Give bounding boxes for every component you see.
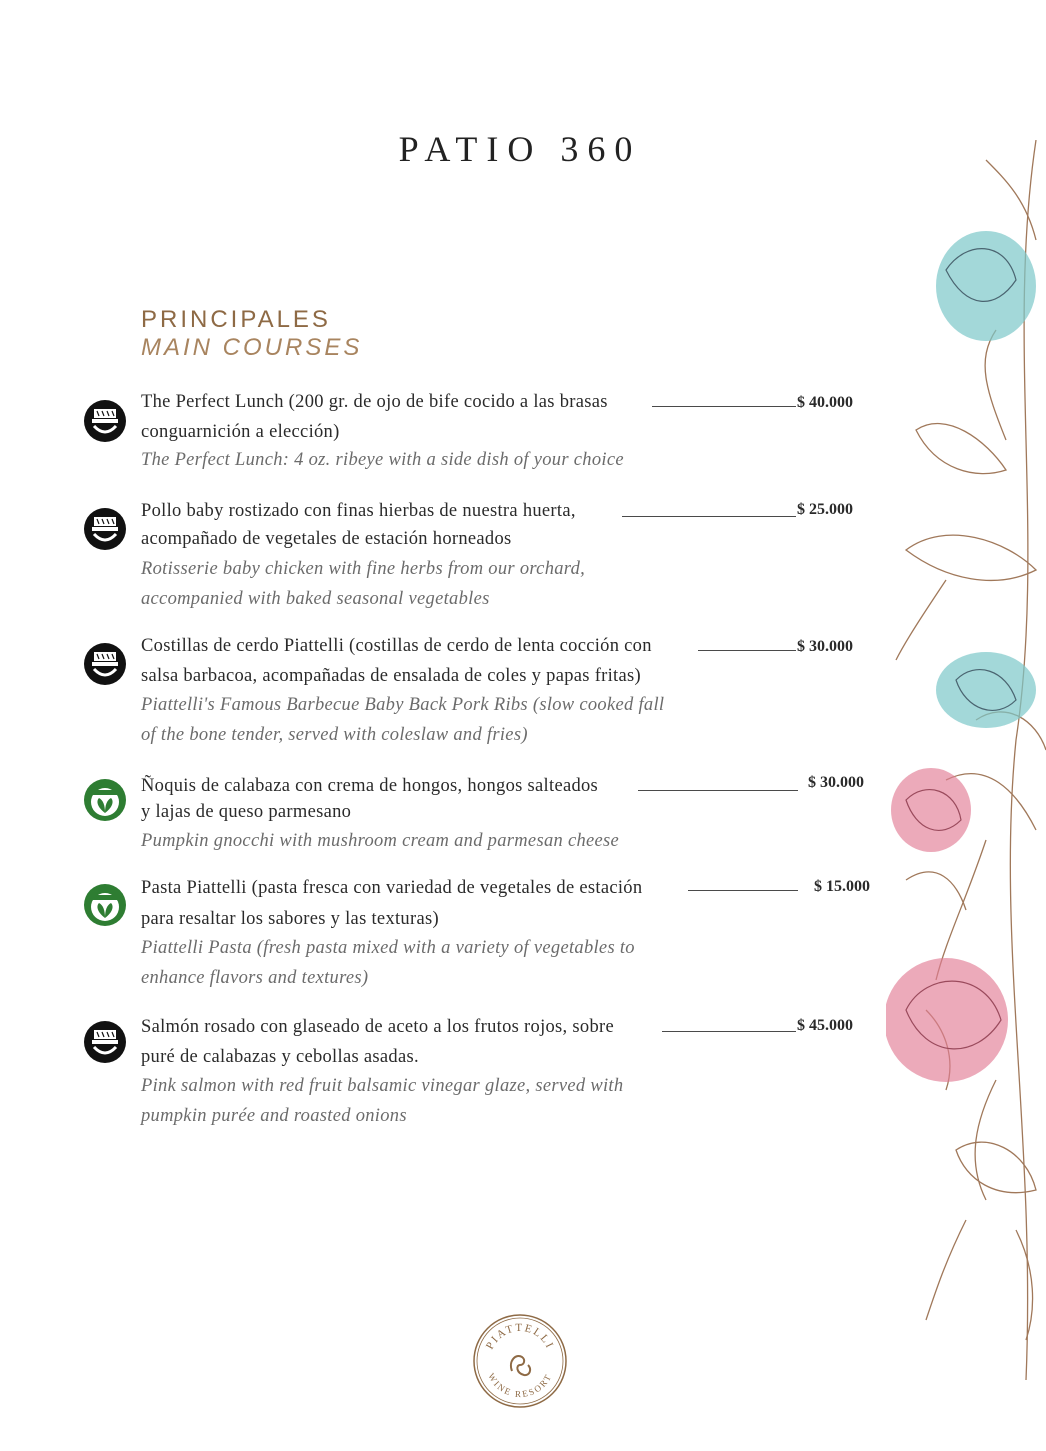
item-price: $ 45.000 — [797, 1017, 853, 1034]
item-name-line: para resaltar los sabores y las texturas) — [141, 909, 439, 929]
section-title-es: PRINCIPALES — [141, 306, 331, 333]
item-description-en: accompanied with baked seasonal vegetables — [141, 589, 490, 609]
grill-icon — [84, 1021, 126, 1063]
floral-illustration — [886, 140, 1046, 1380]
item-description-en: Rotisserie baby chicken with fine herbs from our orchard, — [141, 559, 586, 579]
price-leader — [652, 406, 796, 407]
item-price: $ 25.000 — [797, 501, 853, 518]
price-leader — [638, 790, 798, 791]
item-name-line: The Perfect Lunch (200 gr. de ojo de bife cocido a las brasas — [141, 392, 608, 412]
vegetarian-icon — [84, 884, 126, 926]
item-description-en: The Perfect Lunch: 4 oz. ribeye with a side dish of your choice — [141, 450, 624, 470]
page-title: PATIO 360 — [398, 129, 642, 169]
item-name-line: Salmón rosado con glaseado de aceto a los frutos rojos, sobre — [141, 1017, 614, 1037]
item-name-line: Pasta Piattelli (pasta fresca con variedad de vegetales de estación — [141, 878, 643, 898]
price-leader — [622, 516, 796, 517]
item-description-en: of the bone tender, served with coleslaw and fries) — [141, 725, 528, 745]
grill-icon — [84, 643, 126, 685]
item-price: $ 30.000 — [808, 774, 864, 791]
item-price: $ 40.000 — [797, 394, 853, 411]
logo-text-bottom: WINE RESORT — [486, 1371, 554, 1400]
item-name-line: salsa barbacoa, acompañadas de ensalada de coles y papas fritas) — [141, 666, 641, 686]
vegetarian-icon — [84, 779, 126, 821]
section-title-en: MAIN COURSES — [141, 334, 363, 361]
grill-icon — [84, 508, 126, 550]
item-name-line: conguarnición a elección) — [141, 422, 340, 442]
item-name-line: y lajas de queso parmesano — [141, 802, 352, 822]
item-description-en: enhance flavors and textures) — [141, 968, 369, 988]
grill-icon — [84, 400, 126, 442]
item-description-en: pumpkin purée and roasted onions — [141, 1106, 407, 1126]
swan-icon — [511, 1356, 530, 1375]
item-name-line: puré de calabazas y cebollas asadas. — [141, 1047, 419, 1067]
item-name-line: Pollo baby rostizado con finas hierbas de nuestra huerta, — [141, 501, 576, 521]
item-name-line: acompañado de vegetales de estación horneados — [141, 529, 512, 549]
item-description-en: Piattelli's Famous Barbecue Baby Back Pork Ribs (slow cooked fall — [141, 695, 665, 715]
item-description-en: Pink salmon with red fruit balsamic vinegar glaze, served with — [141, 1076, 624, 1096]
price-leader — [688, 890, 798, 891]
price-leader — [662, 1031, 796, 1032]
item-description-en: Pumpkin gnocchi with mushroom cream and parmesan cheese — [141, 831, 620, 851]
item-description-en: Piattelli Pasta (fresh pasta mixed with a variety of vegetables to — [141, 938, 635, 958]
item-name-line: Costillas de cerdo Piattelli (costillas de cerdo de lenta cocción con — [141, 636, 652, 656]
price-leader — [698, 650, 796, 651]
item-name-line: Ñoquis de calabaza con crema de hongos, hongos salteados — [141, 776, 599, 796]
piattelli-logo — [472, 1313, 568, 1409]
item-price: $ 30.000 — [797, 638, 853, 655]
logo-text-top: PIATTELLI — [483, 1321, 557, 1352]
item-price: $ 15.000 — [814, 878, 870, 895]
